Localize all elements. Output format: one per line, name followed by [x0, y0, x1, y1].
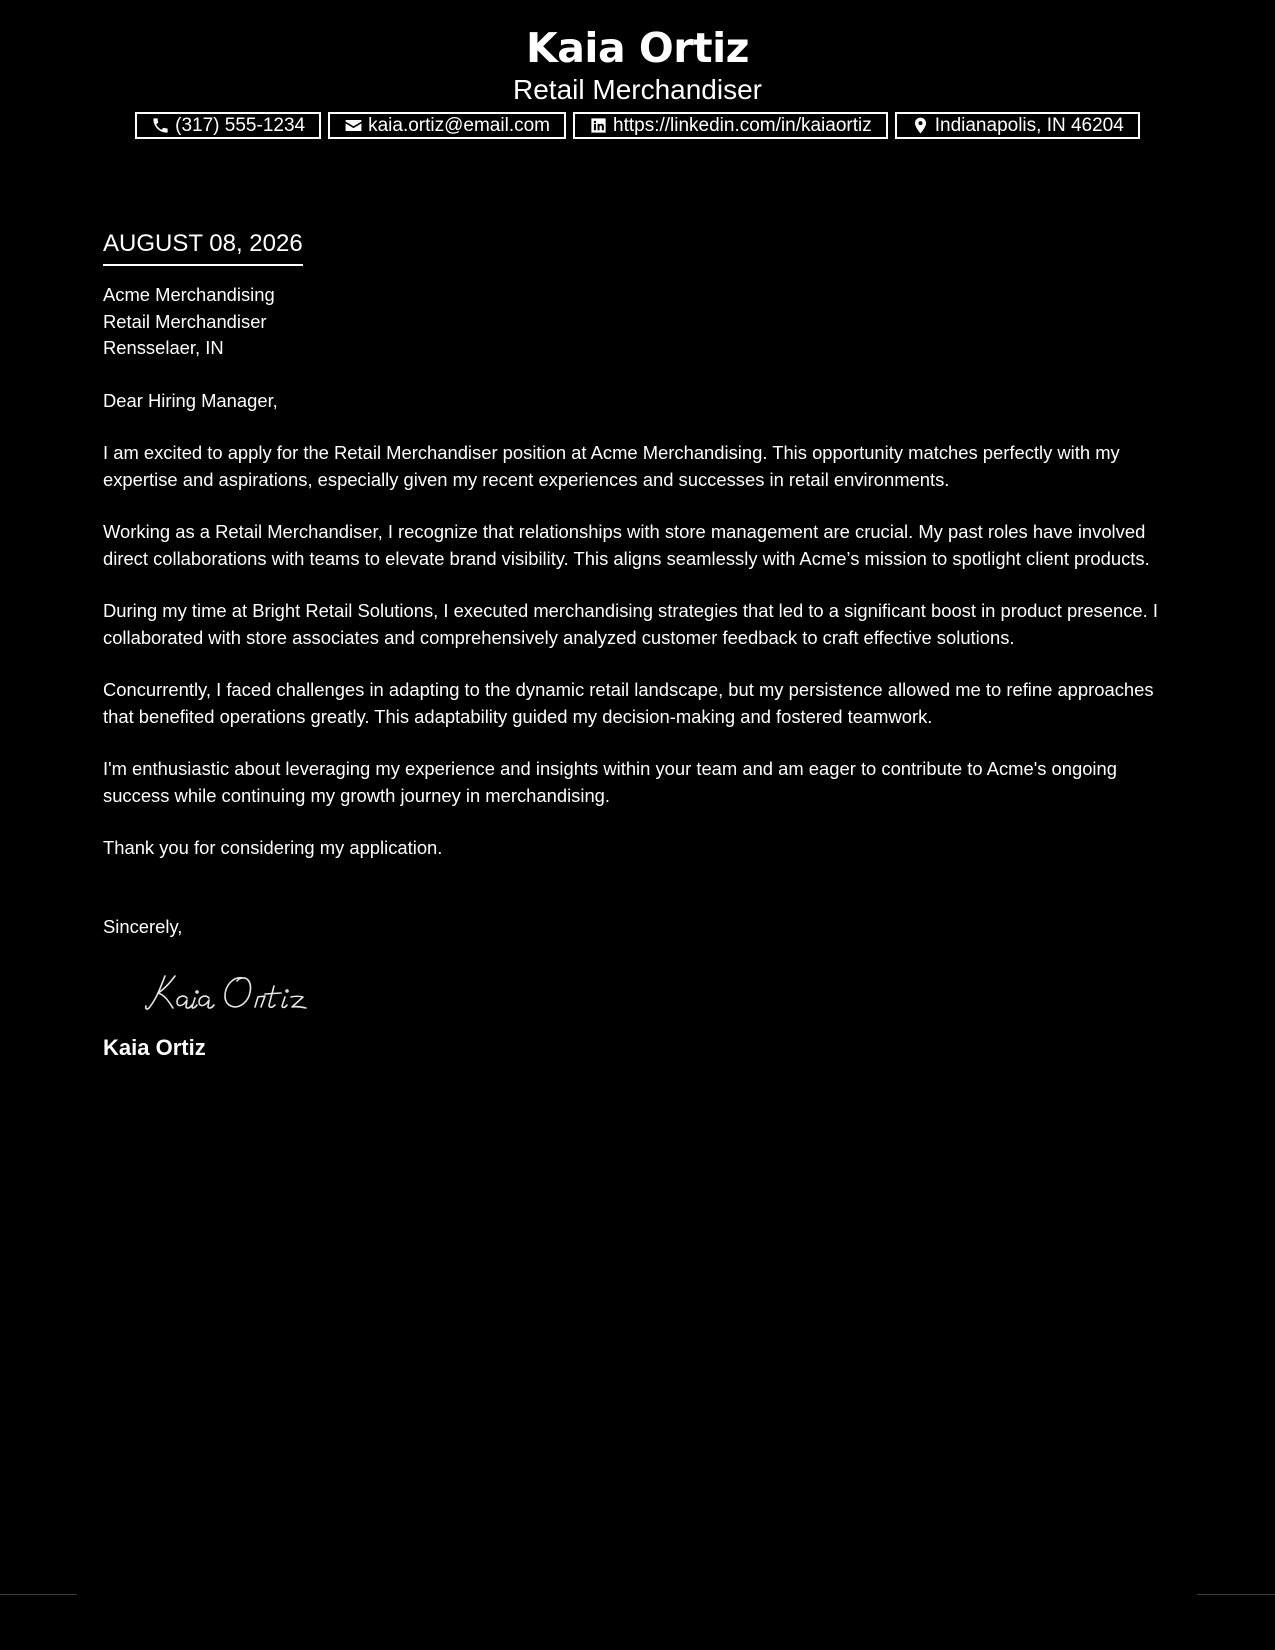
footer-rule-left [0, 1594, 77, 1595]
body-paragraph: Thank you for considering my application. [103, 837, 443, 858]
letter-body [103, 228, 1173, 1062]
contact-location[interactable] [895, 112, 1140, 139]
applicant-title: Retail Merchandiser [513, 74, 762, 105]
body-paragraph: Working as a Retail Merchandiser, I recognize that relationships with store management are crucial. My past roles have involved direct collaborations with teams to elevate brand visibility. This aligns seamlessly with Acme’s mission to spotlight client products. [103, 521, 1150, 569]
map-pin-icon [911, 116, 930, 135]
letter-header [0, 22, 1275, 139]
contact-bar [0, 112, 1275, 139]
contact-phone[interactable] [135, 112, 321, 139]
contact-linkedin-text: https://linkedin.com/in/kaiaortiz [613, 114, 872, 136]
envelope-icon [344, 116, 363, 135]
signer-name: Kaia Ortiz [103, 1035, 206, 1060]
recipient-position: Retail Merchandiser [103, 310, 267, 332]
recipient-company: Acme Merchandising [103, 284, 275, 305]
recipient-block [103, 282, 1173, 362]
footer-rule-right [1197, 1594, 1275, 1595]
handwritten-signature [143, 968, 328, 1016]
letter-date: AUGUST 08, 2026 [103, 228, 303, 266]
salutation: Dear Hiring Manager, [103, 389, 278, 411]
contact-email[interactable] [328, 112, 566, 139]
contact-location-text: Indianapolis, IN 46204 [934, 114, 1124, 136]
linkedin-icon [589, 116, 608, 135]
phone-icon [151, 116, 170, 135]
body-paragraph: I'm enthusiastic about leveraging my experience and insights within your team and am eager to contribute to Acme's ongoing success while continuing my growth journey in merchandising. [103, 758, 1117, 806]
contact-phone-text: (317) 555-1234 [175, 114, 306, 136]
body-paragraph: I am excited to apply for the Retail Merchandiser position at Acme Merchandising. This opportunity matches perfectly with my expertise and aspirations, especially given my recent experiences and successes in retail environments. [103, 442, 1120, 490]
contact-linkedin[interactable] [573, 112, 888, 139]
body-paragraph: Concurrently, I faced challenges in adapting to the dynamic retail landscape, but my persistence allowed me to refine approaches that benefited operations greatly. This adaptability guided my decision-making and fostered teamwork. [103, 679, 1154, 727]
contact-email-text: kaia.ortiz@email.com [368, 114, 550, 136]
recipient-location: Rensselaer, IN [103, 337, 224, 358]
closing: Sincerely, [103, 915, 183, 937]
body-paragraph: During my time at Bright Retail Solutions, I executed merchandising strategies that led to a significant boost in product presence. I collaborated with store associates and comprehensively analyzed customer feedback to craft effective solutions. [103, 600, 1158, 648]
applicant-name: Kaia Ortiz [525, 24, 750, 72]
